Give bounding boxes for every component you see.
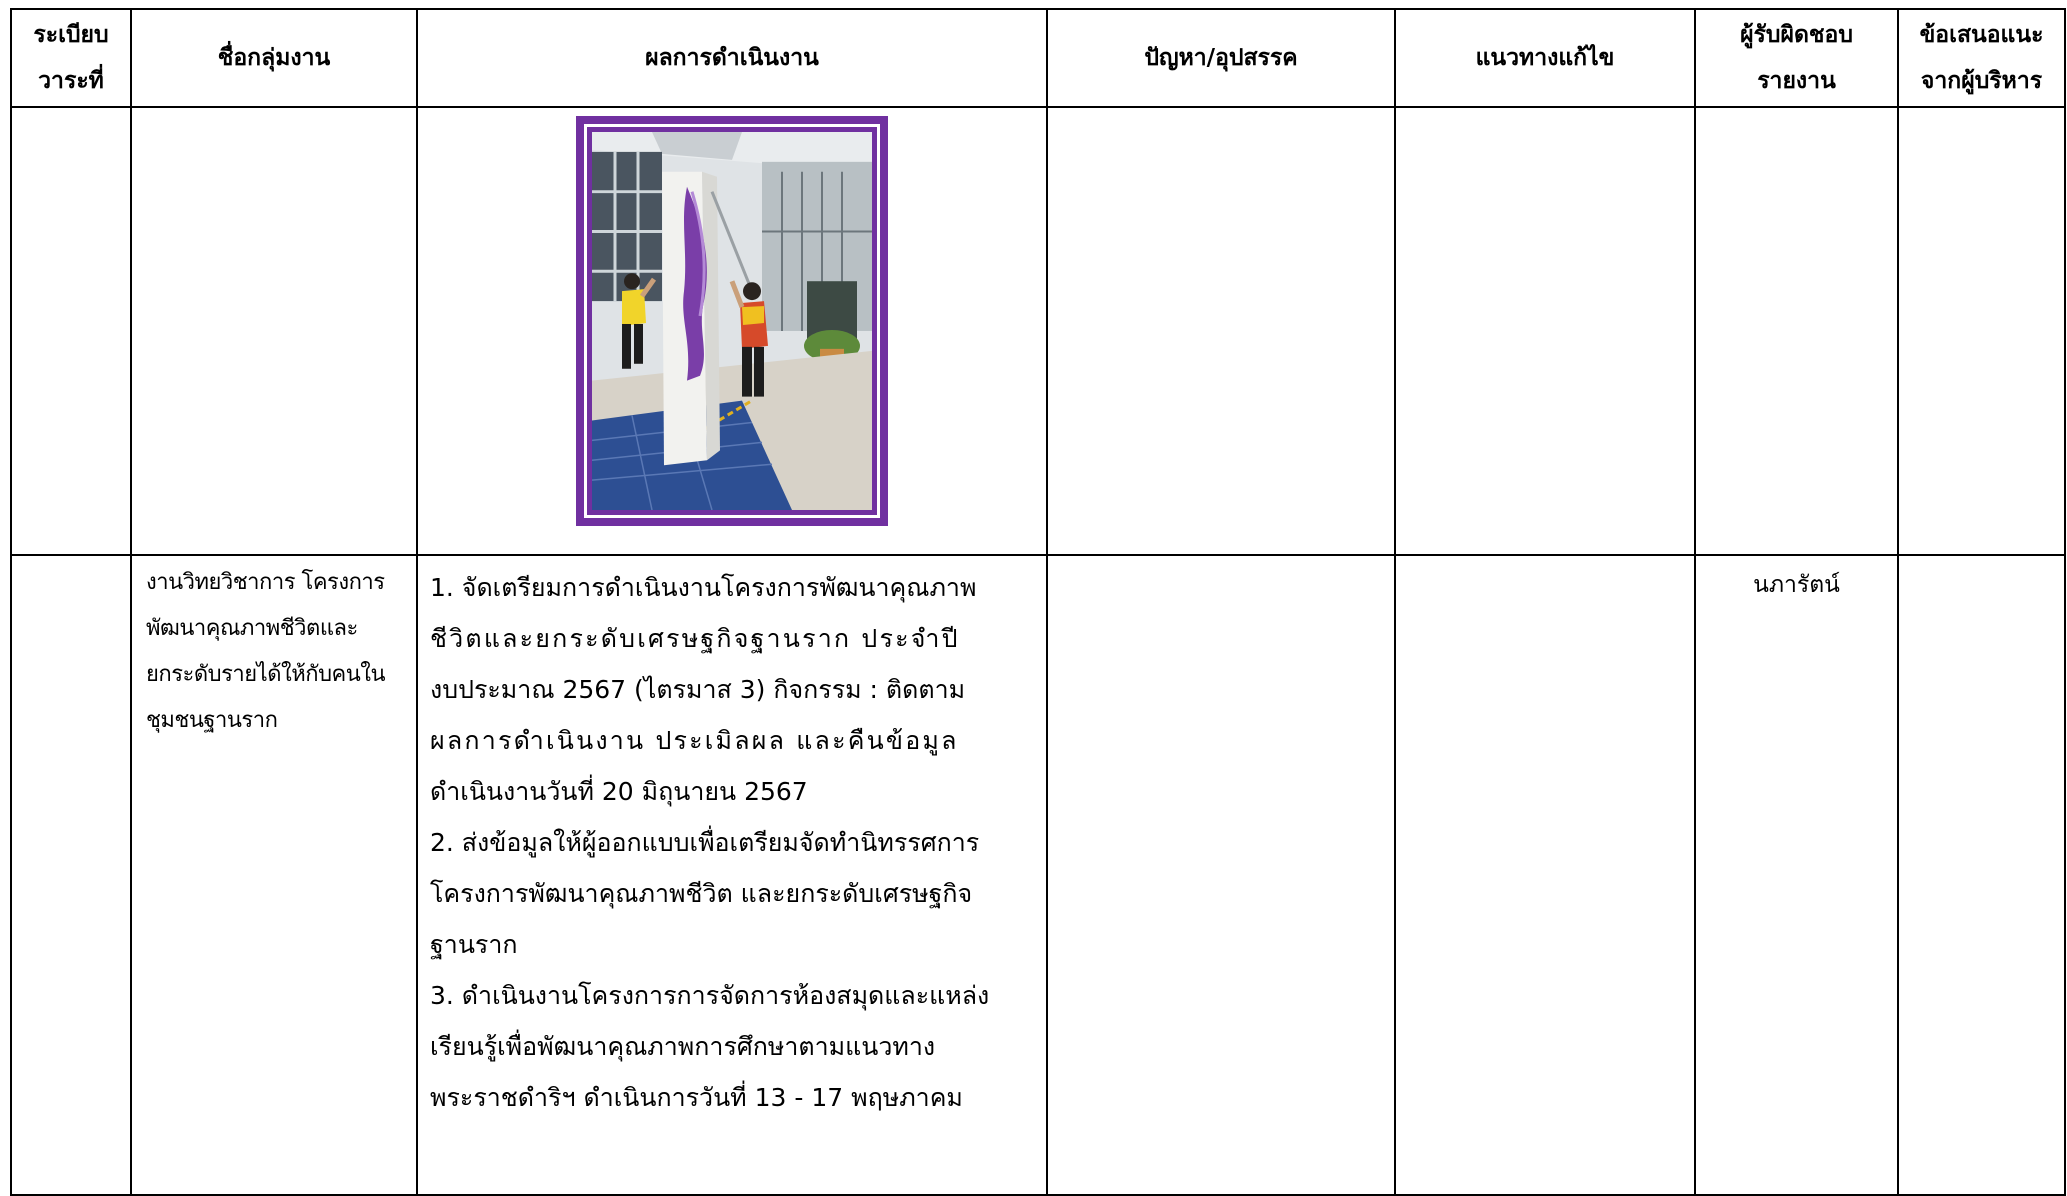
cell-suggestions [1898,555,2065,1195]
result-line: ฐานราก [430,930,518,959]
cell-responsible: นภารัตน์ [1695,555,1898,1195]
result-line: 1. จัดเตรียมการดำเนินงานโครงการพัฒนาคุณภาพ [430,573,977,602]
cell-suggestions [1898,107,2065,555]
table-row [11,107,2065,555]
header-agenda [11,9,131,107]
cell-solutions [1395,107,1695,555]
report-table [10,8,2066,1196]
cell-group [131,555,417,1195]
cell-agenda [11,107,131,555]
result-line: 2. ส่งข้อมูลให้ผู้ออกแบบเพื่อเตรียมจัดทำนิทรรศการ [430,828,980,857]
group-line: ชุมชนฐานราก [146,708,278,733]
header-problems: ปัญหา/อุปสรรค [1047,9,1395,107]
activity-photo-frame [576,116,888,526]
header-suggestions [1898,9,2065,107]
cell-problems [1047,107,1395,555]
header-row [11,9,2065,107]
header-agenda-line1: ระเบียบ [33,22,109,48]
cell-results [417,555,1047,1195]
header-suggestions-line1: ข้อเสนอแนะ [1919,22,2044,48]
result-line: เรียนรู้เพื่อพัฒนาคุณภาพการศึกษาตามแนวทาง [430,1032,936,1061]
cell-problems [1047,555,1395,1195]
cell-photo [417,107,1047,555]
result-line: 3. ดำเนินงานโครงการการจัดการห้องสมุดและแหล่ง [430,981,990,1010]
header-suggestions-line2: จากผู้บริหาร [1920,68,2043,94]
cell-solutions [1395,555,1695,1195]
header-responsible-line2: รายงาน [1757,68,1836,94]
table-row [11,555,2065,1195]
group-line: พัฒนาคุณภาพชีวิตและ [146,616,358,641]
result-line: ผลการดำเนินงาน ประเมิลผล และคืนข้อมูล [430,726,959,755]
cell-agenda [11,555,131,1195]
result-line: งบประมาณ 2567 (ไตรมาส 3) กิจกรรม : ติดตาม [430,675,966,704]
group-line: งานวิทยวิชาการ โครงการ [146,570,385,595]
result-line: พระราชดำริฯ ดำเนินการวันที่ 13 - 17 พฤษภาคม [430,1083,963,1112]
header-responsible-line1: ผู้รับผิดชอบ [1740,22,1853,48]
header-group-name: ชื่อกลุ่มงาน [131,9,417,107]
activity-photo [592,132,872,510]
result-line: โครงการพัฒนาคุณภาพชีวิต และยกระดับเศรษฐกิจ [430,879,973,908]
cell-responsible [1695,107,1898,555]
header-agenda-line2: วาระที่ [38,68,104,94]
header-results: ผลการดำเนินงาน [417,9,1047,107]
result-line: ชีวิตและยกระดับเศรษฐกิจฐานราก ประจำปี [430,624,960,653]
header-responsible [1695,9,1898,107]
group-line: ยกระดับรายได้ให้กับคนใน [146,662,386,687]
result-line: ดำเนินงานวันที่ 20 มิถุนายน 2567 [430,777,808,806]
cell-group [131,107,417,555]
header-solutions: แนวทางแก้ไข [1395,9,1695,107]
